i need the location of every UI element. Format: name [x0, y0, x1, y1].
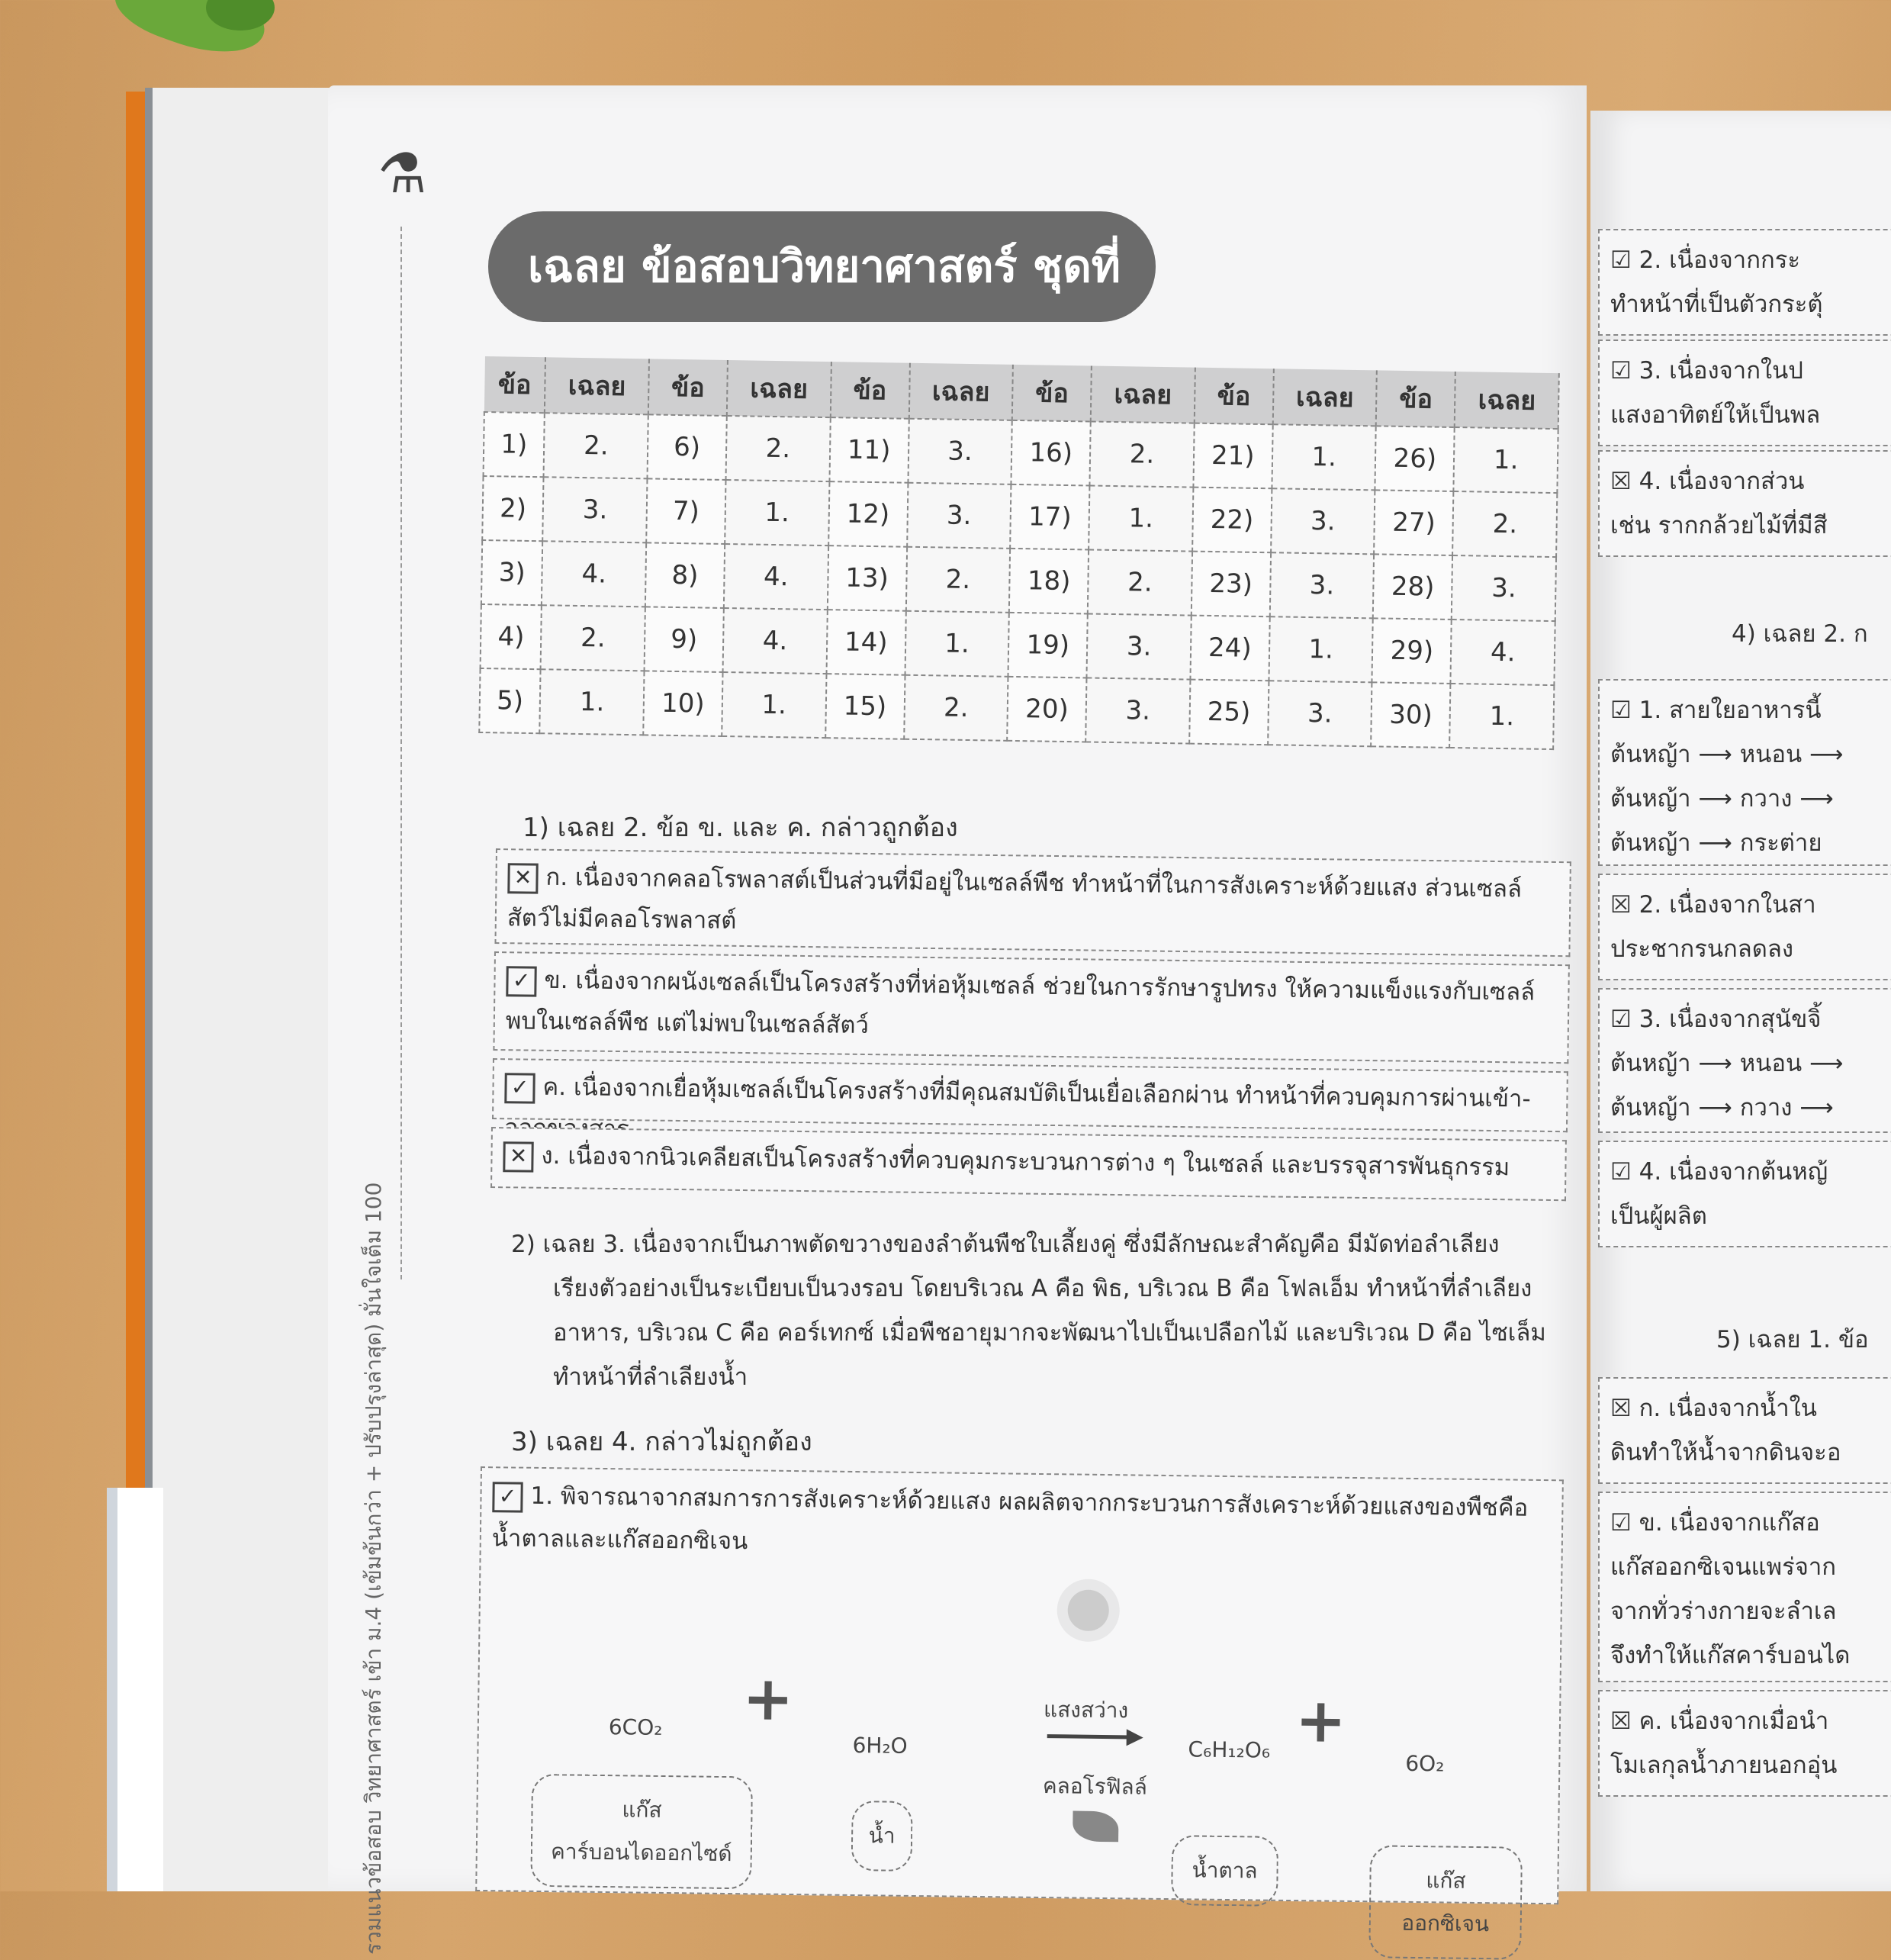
table-cell: 2. [905, 547, 1010, 613]
right-box [1598, 229, 1891, 336]
table-cell: 3. [907, 483, 1011, 549]
q2-line: เรียงตัวอย่างเป็นระเบียบเป็นวงรอบ โดยบริเวณ A คือ พิธ, บริเวณ B คือ โฟลเอ็ม ทำหน้าที่ลำเลียง [553, 1275, 1532, 1302]
right-box [1598, 1141, 1891, 1247]
right-line: ต้นหญ้า ⟶ หนอน ⟶ [1610, 741, 1844, 768]
table-cell: 30) [1371, 682, 1450, 748]
table-cell: 15) [825, 674, 905, 739]
table-cell: 5) [479, 668, 541, 733]
table-header: ข้อ [484, 356, 546, 413]
right-line: เป็นผู้ผลิต [1610, 1202, 1707, 1230]
right-line: ☑ 3. เนื่องจากในป [1610, 357, 1803, 385]
table-cell: 26) [1375, 426, 1455, 491]
label-pill: แก๊สคาร์บอนไดออกไซด์ [530, 1774, 753, 1890]
margin-guide [400, 227, 402, 1279]
check-box-icon: ✓ [504, 1073, 535, 1103]
table-cell: 3. [1085, 677, 1190, 743]
check-box-icon: ✓ [492, 1482, 523, 1512]
table-cell: 16) [1011, 420, 1091, 486]
right-line: ☒ 4. เนื่องจากส่วน [1610, 468, 1805, 495]
q1-option-d [490, 1127, 1567, 1201]
table-cell: 1. [1449, 684, 1554, 749]
table-cell: 2. [1090, 421, 1195, 487]
question-3-heading: 3) เฉลย 4. กล่าวไม่ถูกต้อง [511, 1427, 812, 1457]
table-cell: 27) [1374, 490, 1453, 555]
table-cell: 1. [725, 480, 829, 546]
table-cell: 3. [1452, 555, 1556, 621]
equation-chlorophyll: คลอโรฟิลล์ [1042, 1773, 1148, 1800]
table-cell: 22) [1192, 488, 1272, 553]
table-cell: 6) [647, 414, 726, 480]
right-line: ☒ 2. เนื่องจากในสา [1610, 891, 1816, 919]
right-line: ทำหน้าที่เป็นตัวกระตุ้ [1610, 291, 1823, 318]
plus-sign: + [1294, 1685, 1347, 1756]
table-cell: 3) [481, 540, 543, 605]
table-header: เฉลย [1455, 372, 1559, 429]
table-cell: 1. [722, 672, 826, 738]
table-header: เฉลย [1273, 369, 1378, 426]
table-cell: 1. [1089, 485, 1193, 551]
cross-box-icon: ✕ [507, 863, 538, 893]
right-line: ☒ ก. เนื่องจากน้ำใน [1610, 1395, 1817, 1422]
table-cell: 1. [540, 669, 645, 735]
option-text: ข. เนื่องจากผนังเซลล์เป็นโครงสร้างที่ห่อหุ้มเซลล์ ช่วยในการรักษารูปทรง ให้ความแข็งแรงกับเซลล์ พบในเซลล์พืช แต่ไม่พบในเซลล์สัตว์ [505, 966, 1536, 1040]
right-page [1590, 111, 1891, 1891]
table-cell: 28) [1373, 554, 1452, 620]
option-text: ก. เนื่องจากคลอโรพลาสต์เป็นส่วนที่มีอยู่ในเซลล์พืช ทำหน้าที่ในการสังเคราะห์ด้วยแสง ส่วนเซลล์สัตว์ไม่มีคลอโรพลาสต์ [507, 863, 1523, 935]
option-text: ง. เนื่องจากนิวเคลียสเป็นโครงสร้างที่ควบคุมกระบวนการต่าง ๆ ในเซลล์ และบรรจุสารพันธุกรรม [541, 1141, 1510, 1182]
table-cell: 1) [484, 412, 545, 477]
question-4-heading: 4) เฉลย 2. ก [1732, 620, 1868, 648]
table-cell: 4. [723, 608, 828, 674]
table-header: ข้อ [830, 362, 909, 419]
q2-line: 2) เฉลย 3. เนื่องจากเป็นภาพตัดขวางของลำต้นพืชใบเลี้ยงคู่ ซึ่งมีลักษณะสำคัญคือ มีมัดท่อลำเลียง [511, 1231, 1500, 1258]
table-cell: 17) [1010, 484, 1089, 550]
table-cell: 3. [1271, 488, 1375, 554]
q1-option-a [494, 848, 1571, 957]
right-line: ต้นหญ้า ⟶ หนอน ⟶ [1610, 1050, 1844, 1077]
question-5-heading: 5) เฉลย 1. ข้อ [1716, 1326, 1869, 1353]
table-cell: 2. [1452, 491, 1557, 557]
reaction-arrow-icon [1047, 1734, 1139, 1739]
q2-line: อาหาร, บริเวณ C คือ คอร์เทกซ์ เมื่อพืชอายุมากจะพัฒนาไปเป็นเปลือกไม้ และบริเวณ D คือ ไซเล็ม [553, 1319, 1546, 1347]
question-1-heading: 1) เฉลย 2. ข้อ ข. และ ค. กล่าวถูกต้อง [523, 813, 958, 843]
table-header: เฉลย [727, 360, 831, 417]
right-box [1598, 874, 1891, 980]
leaf-icon [1073, 1811, 1118, 1843]
equation-co2: 6CO₂ [608, 1714, 663, 1740]
check-box-icon: ✓ [506, 966, 536, 996]
table-header: ข้อ [648, 359, 728, 416]
answer-table-body [479, 412, 1558, 749]
table-cell: 4. [1451, 620, 1555, 685]
equation-glucose: C₆H₁₂O₆ [1188, 1736, 1271, 1763]
table-cell: 3. [543, 477, 648, 542]
right-line: ☑ 1. สายใยอาหารนี้ [1610, 697, 1822, 724]
table-header: ข้อ [1194, 368, 1273, 425]
table-cell: 2. [1088, 549, 1192, 615]
option-text: 1. พิจารณาจากสมการการสังเคราะห์ด้วยแสง ผลผลิตจากกระบวนการสังเคราะห์ด้วยแสงของพืชคือ น้ำตาลและแก๊สออกซิเจน [491, 1482, 1529, 1556]
right-line: ต้นหญ้า ⟶ กวาง ⟶ [1610, 785, 1834, 813]
plus-sign: + [741, 1662, 794, 1735]
right-box [1598, 1377, 1891, 1484]
option-text: ค. เนื่องจากเยื่อหุ้มเซลล์เป็นโครงสร้างที่มีคุณสมบัติเป็นเยื่อเลือกผ่าน ทำหน้าที่ควบคุมการผ่านเข้า-ออกของสาร [542, 1073, 1531, 1113]
table-header: เฉลย [909, 363, 1013, 420]
right-line: ☑ 4. เนื่องจากต้นหญ้ [1610, 1158, 1828, 1186]
book-page-stack [145, 88, 351, 1891]
right-box [1598, 450, 1891, 557]
table-header: ข้อ [1376, 370, 1455, 427]
left-page [328, 85, 1587, 1955]
right-line: แก๊สออกซิเจนแพร่จาก [1610, 1553, 1837, 1581]
label-pill: น้ำ [851, 1801, 913, 1871]
table-cell: 13) [827, 546, 906, 611]
table-cell: 2) [482, 476, 544, 541]
table-cell: 18) [1009, 549, 1089, 614]
q3-option-1 [475, 1466, 1564, 1937]
q2-line: ทำหน้าที่ลำเลียงน้ำ [553, 1363, 748, 1391]
right-line: ต้นหญ้า ⟶ กวาง ⟶ [1610, 1094, 1834, 1122]
right-line: ☑ 3. เนื่องจากสุนัขจิ้ [1610, 1006, 1822, 1033]
table-cell: 20) [1007, 677, 1086, 742]
table-cell: 1. [1272, 424, 1376, 490]
table-cell: 12) [828, 481, 908, 547]
table-cell: 3. [1087, 613, 1192, 679]
table-cell: 3. [1270, 552, 1375, 618]
right-line: ดินทำให้น้ำจากดินจะอ [1610, 1439, 1841, 1466]
running-footer: รวมแนวข้อสอบ วิทยาศาสตร์ เข้า ม.4 (เข้มข้นกว่า + ปรับปรุงล่าสุด) มั่นใจเต็ม 100 [361, 1182, 386, 1955]
table-cell: 4. [724, 544, 828, 610]
table-cell: 7) [646, 478, 725, 544]
right-box [1598, 1690, 1891, 1797]
table-cell: 2. [904, 675, 1008, 741]
right-line: จึงทำให้แก๊สคาร์บอนได [1610, 1642, 1851, 1669]
table-cell: 21) [1193, 423, 1272, 489]
book-cover-edge [107, 1488, 163, 1891]
page-title: เฉลย ข้อสอบวิทยาศาสตร์ ชุดที่ [488, 211, 1156, 322]
right-line: ประชากรนกลดลง [1610, 935, 1794, 963]
right-box [1598, 679, 1891, 866]
right-box [1598, 1492, 1891, 1682]
table-cell: 4. [542, 541, 646, 607]
label-pill: น้ำตาล [1171, 1835, 1278, 1907]
question-2-answer [511, 1222, 1571, 1399]
table-cell: 14) [826, 610, 905, 675]
lab-flask-icon: ⚗ [378, 141, 427, 205]
table-cell: 19) [1008, 613, 1088, 678]
table-cell: 8) [645, 542, 725, 608]
table-cell: 4) [481, 604, 542, 669]
table-header: เฉลย [545, 357, 649, 414]
right-line: แสงอาทิตย์ให้เป็นพล [1610, 401, 1821, 429]
right-line: ☑ ข. เนื่องจากแก๊สอ [1610, 1509, 1820, 1537]
table-cell: 9) [645, 607, 724, 672]
q1-option-c [492, 1058, 1568, 1132]
q1-option-b [493, 951, 1569, 1064]
answer-table [478, 356, 1560, 750]
table-cell: 3. [908, 419, 1012, 484]
label-pill: แก๊สออกซิเจน [1368, 1845, 1523, 1959]
table-cell: 29) [1372, 618, 1452, 684]
table-cell: 23) [1191, 552, 1270, 617]
right-line: ☒ ค. เนื่องจากเมื่อนำ [1610, 1707, 1829, 1735]
equation-o2: 6O₂ [1405, 1750, 1445, 1777]
table-cell: 1. [1269, 616, 1373, 682]
right-box [1598, 988, 1891, 1133]
table-cell: 24) [1190, 616, 1269, 681]
cross-box-icon: ✕ [503, 1141, 533, 1172]
equation-light: แสงสว่าง [1043, 1697, 1129, 1723]
table-header: เฉลย [1091, 366, 1195, 423]
right-box [1598, 340, 1891, 446]
right-line: โมเลกุลน้ำภายนอกอุ่น [1610, 1752, 1838, 1779]
table-cell: 11) [829, 417, 909, 483]
right-line: จากทั่วร่างกายจะลำเล [1610, 1598, 1837, 1625]
table-cell: 25) [1189, 680, 1269, 745]
table-cell: 2. [726, 416, 831, 481]
table-cell: 1. [1454, 427, 1558, 493]
equation-h2o: 6H₂O [852, 1732, 908, 1759]
table-cell: 3. [1268, 681, 1372, 746]
sun-icon [1067, 1589, 1109, 1631]
right-line: ต้นหญ้า ⟶ กระต่าย [1610, 829, 1822, 857]
table-cell: 2. [541, 605, 645, 671]
table-cell: 10) [643, 671, 722, 736]
table-cell: 2. [544, 413, 648, 478]
right-line: เช่น รากกล้วยไม้ที่มีสี [1610, 512, 1828, 539]
table-header: ข้อ [1012, 365, 1092, 422]
table-cell: 1. [905, 611, 1009, 677]
right-line: ☑ 2. เนื่องจากกระ [1610, 246, 1801, 274]
